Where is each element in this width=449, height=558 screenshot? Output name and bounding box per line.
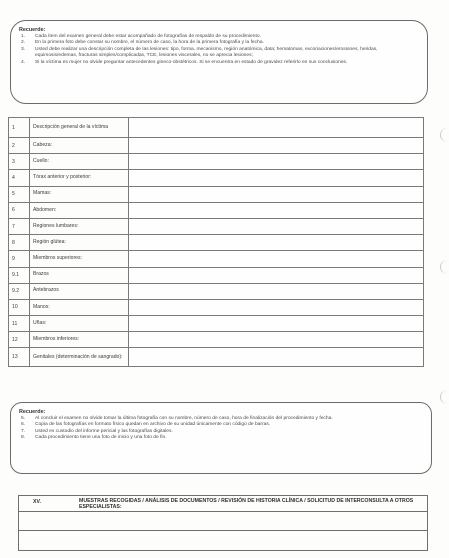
- row-value-field[interactable]: [129, 118, 424, 138]
- row-label: Uñas:: [30, 316, 129, 332]
- reminder-list: [21, 34, 417, 66]
- reminder-item-number: 4.: [21, 59, 26, 65]
- row-label: Mamas:: [30, 186, 129, 202]
- row-number: 9.2: [9, 283, 30, 299]
- row-label: Miembros superiores:: [30, 251, 129, 267]
- row-label: Regiones lumbares:: [30, 218, 129, 234]
- reminder-item-text: Cada procedimiento tiene una foto de inicio y una foto de fin.: [35, 435, 167, 441]
- row-number: 7: [9, 218, 30, 234]
- row-number: 5: [9, 186, 30, 202]
- exam-table: [8, 117, 424, 367]
- section-title: MUESTRAS RECOGIDAS / ANÁLISIS DE DOCUMENTOS / REVISIÓN DE HISTORIA CLÍNICA / SOLICITUD DE INTERCONSULTA A OTROS ESPECIALISTAS:: [79, 498, 414, 510]
- table-row: [9, 299, 424, 315]
- reminder-item-number: 8.: [21, 435, 26, 441]
- hole-punch-mark: [440, 128, 449, 142]
- reminder-title: Recuerde:: [19, 409, 46, 415]
- section-xv-entry-field[interactable]: [19, 531, 427, 549]
- table-row: [9, 316, 424, 332]
- reminder-title: Recuerde:: [19, 27, 46, 33]
- row-label: Región glútea:: [30, 235, 129, 251]
- row-label: Cuello:: [30, 154, 129, 170]
- table-row: [9, 202, 424, 218]
- reminder-item: [21, 60, 417, 66]
- row-value-field[interactable]: [129, 267, 424, 283]
- table-row: [9, 138, 424, 154]
- row-number: 11: [9, 316, 30, 332]
- reminder-item-number: 1.: [21, 34, 26, 39]
- table-row: [9, 332, 424, 348]
- table-row: [9, 283, 424, 299]
- reminder-item-text: Si la víctima es mujer no olvide preguntar antecedentes gineco-obstétricos. Si se encuentra en estado de gravidez referirlo en sus conclusiones.: [35, 59, 348, 65]
- reminder-list: [21, 416, 421, 442]
- section-xv-samples: [18, 495, 428, 551]
- reminder-item-text: Al concluir el examen no olvide tomar la última fotografía con su nombre, número de caso, hora de finalización del procedimiento y fecha.: [35, 416, 333, 421]
- row-label: Miembros inferiores:: [30, 332, 129, 348]
- reminder-item-number: 2.: [21, 40, 26, 46]
- reminder-item-text: Usted debe realizar una descripción completa de las lesiones: tipo, forma, mecanismo, región anatómica, data; hematomas, excoriaciones/erosiones, heridas, equimosis/edemas, fracturas simples/complicadas, TCE, lesiones viscerales, no se aprecia lesiones;: [35, 46, 378, 59]
- table-row: [9, 154, 424, 170]
- row-value-field[interactable]: [129, 332, 424, 348]
- hole-punch-mark: [440, 260, 449, 274]
- row-value-field[interactable]: [129, 154, 424, 170]
- reminder-item-number: 5.: [21, 416, 26, 421]
- table-row: [9, 251, 424, 267]
- table-row: [9, 235, 424, 251]
- table-row: [9, 186, 424, 202]
- row-label: Abdomen:: [30, 202, 129, 218]
- row-label: Antebrazos: [30, 283, 129, 299]
- reminder-item: [21, 47, 417, 60]
- row-value-field[interactable]: [129, 138, 424, 154]
- row-number: 9.1: [9, 267, 30, 283]
- row-label: Brazos: [30, 267, 129, 283]
- row-number: 12: [9, 332, 30, 348]
- table-row: [9, 218, 424, 234]
- reminder-item-number: 3.: [21, 46, 26, 52]
- row-value-field[interactable]: [129, 299, 424, 315]
- reminder-item-text: Cada ítem del examen general debe estar acompañado de fotografías de respaldo de su procedimiento.: [35, 34, 261, 39]
- reminder-box-bottom: [10, 402, 432, 474]
- section-xv-entry-field[interactable]: [19, 512, 427, 531]
- row-number: 1: [9, 118, 30, 138]
- row-number: 2: [9, 138, 30, 154]
- table-row: [9, 348, 424, 367]
- row-value-field[interactable]: [129, 251, 424, 267]
- row-value-field[interactable]: [129, 283, 424, 299]
- row-value-field[interactable]: [129, 316, 424, 332]
- row-number: 13: [9, 348, 30, 367]
- row-value-field[interactable]: [129, 218, 424, 234]
- row-value-field[interactable]: [129, 348, 424, 367]
- row-value-field[interactable]: [129, 202, 424, 218]
- row-number: 4: [9, 170, 30, 186]
- row-label: Genitales (determinación de sangrado):: [30, 348, 129, 367]
- reminder-item: [21, 435, 421, 441]
- table-row: [9, 118, 424, 138]
- section-number: XV.: [33, 499, 41, 505]
- table-row: [9, 267, 424, 283]
- reminder-item-text: En la primera foto debe constar su nombre, el número de caso, la hora de la primera fotografía y la fecha.: [35, 40, 264, 46]
- row-number: 3: [9, 154, 30, 170]
- reminder-box-top: [10, 20, 428, 104]
- row-number: 10: [9, 299, 30, 315]
- row-label: Manos:: [30, 299, 129, 315]
- row-value-field[interactable]: [129, 186, 424, 202]
- row-number: 8: [9, 235, 30, 251]
- row-number: 6: [9, 202, 30, 218]
- row-label: Cabeza:: [30, 138, 129, 154]
- reminder-item-number: 6.: [21, 422, 26, 428]
- row-number: 9: [9, 251, 30, 267]
- row-label: Tórax anterior y posterior:: [30, 170, 129, 186]
- row-value-field[interactable]: [129, 170, 424, 186]
- row-value-field[interactable]: [129, 235, 424, 251]
- row-label: Descripción general de la víctima: [30, 118, 129, 138]
- table-row: [9, 170, 424, 186]
- hole-punch-mark: [440, 390, 449, 404]
- reminder-item-number: 7.: [21, 428, 26, 434]
- reminder-item-text: Copia de las fotografías en formato físico quedan en archivo de su unidad únicamente con código de barras.: [35, 422, 271, 428]
- reminder-item-text: Usted es custodio del informe pericial y las fotografías digitales.: [35, 428, 173, 434]
- section-xv-header: [19, 496, 427, 512]
